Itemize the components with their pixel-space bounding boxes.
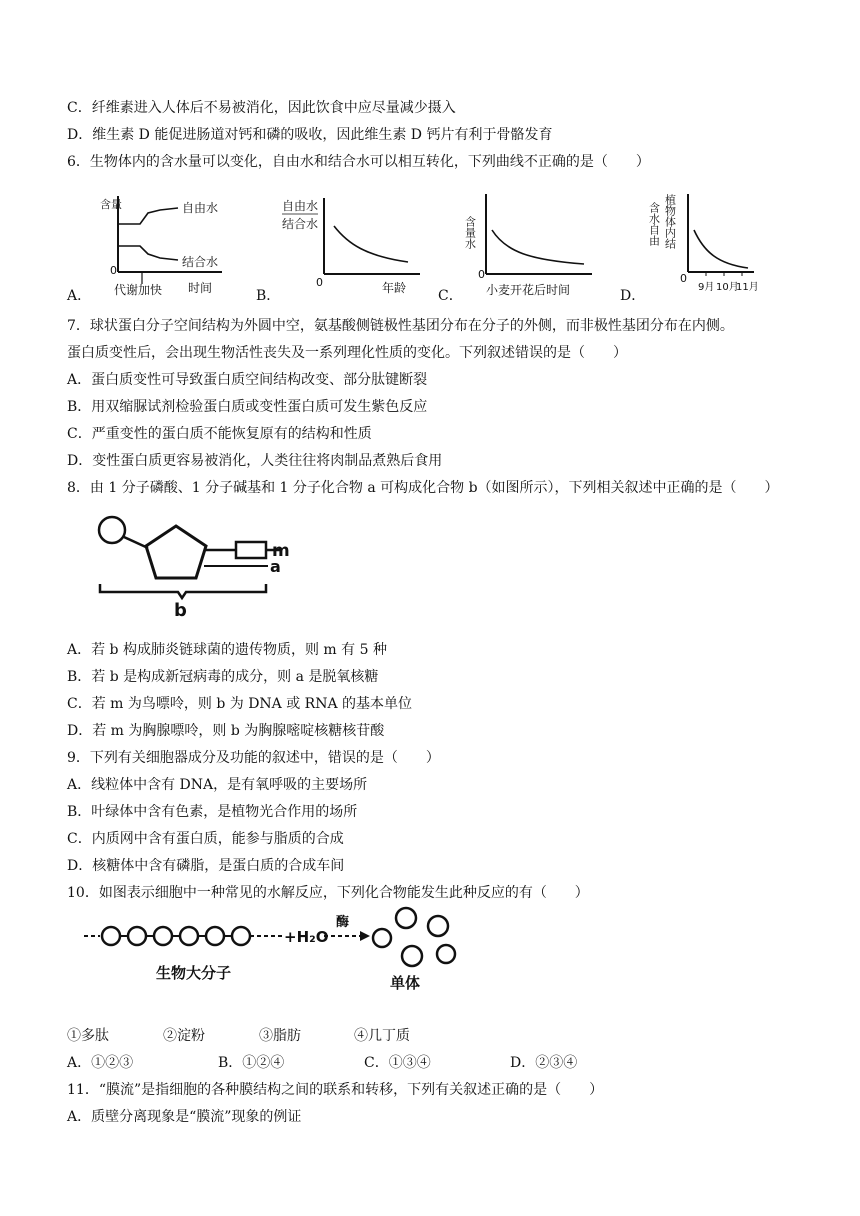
q6-graph-c <box>463 190 596 298</box>
graph-a-xmark: 代谢加快 <box>114 283 163 297</box>
graph-b-ylabel-bottom: 结合水 <box>282 217 319 231</box>
q10-stem: 10．如图表示细胞中一种常见的水解反应，下列化合物能发生此种反应的有（ ） <box>67 885 589 901</box>
graph-a-xlabel: 时间 <box>188 281 213 295</box>
graph-d-tick-11: 11月 <box>736 282 759 293</box>
graph-d-ylabel-2: 植物体内结 <box>663 194 677 249</box>
q5-option-d: D．维生素 D 能促进肠道对钙和磷的吸收，因此维生素 D 钙片有利于骨骼发育 <box>67 127 553 143</box>
nucleotide-diagram <box>96 512 296 624</box>
graph-b-ylabel-top: 自由水 <box>282 199 319 213</box>
enzyme-label: 酶 <box>336 915 350 930</box>
q8-option-a: A．若 b 构成肺炎链球菌的遗传物质，则 m 有 5 种 <box>67 642 387 658</box>
graph-a-ylabel: 含量 <box>100 198 122 211</box>
graph-b-origin: 0 <box>316 276 323 289</box>
q6-graph-b <box>282 192 422 298</box>
q7-stem-2: 蛋白质变性后，会出现生物活性丧失及一系列理化性质的变化。下列叙述错误的是（ ） <box>67 345 627 361</box>
q6-label-b: B． <box>256 288 281 304</box>
q10-item-2: ②淀粉 <box>163 1028 205 1044</box>
monomer-label: 单体 <box>390 974 421 992</box>
q10-choice-c: C．①③④ <box>364 1055 431 1071</box>
label-b: b <box>174 600 187 621</box>
graph-c-origin: 0 <box>478 268 485 281</box>
graph-d-ylabel-1: 含水自由 <box>647 202 661 246</box>
graph-a-bottom-label: 结合水 <box>182 255 219 269</box>
graph-b-xlabel: 年龄 <box>382 281 407 295</box>
macromolecule-label: 生物大分子 <box>156 964 232 982</box>
q11-stem: 11．“膜流”是指细胞的各种膜结构之间的联系和转移，下列有关叙述正确的是（ ） <box>67 1082 604 1098</box>
graph-c-ylabel: 含量水 <box>463 216 477 249</box>
q7-option-d: D．变性蛋白质更容易被消化，人类往往将肉制品煮熟后食用 <box>67 453 443 469</box>
q10-choice-a: A．①②③ <box>67 1055 134 1071</box>
q9-option-d: D．核糖体中含有磷脂，是蛋白质的合成车间 <box>67 858 345 874</box>
q10-choice-b: B．①②④ <box>218 1055 285 1071</box>
q7-option-b: B．用双缩脲试剂检验蛋白质或变性蛋白质可发生紫色反应 <box>67 399 428 415</box>
graph-a-top-label: 自由水 <box>182 201 219 215</box>
q6-stem: 6．生物体内的含水量可以变化，自由水和结合水可以相互转化，下列曲线不正确的是（ ） <box>67 154 650 170</box>
q8-option-d: D．若 m 为胸腺嘌呤，则 b 为胸腺嘧啶核糖核苷酸 <box>67 723 385 739</box>
q8-option-b: B．若 b 是构成新冠病毒的成分，则 a 是脱氧核糖 <box>67 669 379 685</box>
q6-graph-a <box>98 188 228 298</box>
water-label: +H₂O <box>284 928 329 946</box>
q8-stem: 8．由 1 分子磷酸、1 分子碱基和 1 分子化合物 a 可构成化合物 b（如图所示），下列相关叙述中正确的是（ ） <box>67 480 779 496</box>
q7-stem-1: 7．球状蛋白分子空间结构为外圆中空，氨基酸侧链极性基团分布在分子的外侧，而非极性基团分布在内侧。 <box>67 318 734 334</box>
q10-item-1: ①多肽 <box>67 1028 109 1044</box>
q9-stem: 9．下列有关细胞器成分及功能的叙述中，错误的是（ ） <box>67 750 440 766</box>
hydrolysis-diagram <box>84 906 464 996</box>
q6-graph-d <box>648 190 758 298</box>
q8-option-c: C．若 m 为鸟嘌呤，则 b 为 DNA 或 RNA 的基本单位 <box>67 696 413 712</box>
q9-option-c: C．内质网中含有蛋白质，能参与脂质的合成 <box>67 831 344 847</box>
q10-item-3: ③脂肪 <box>259 1028 301 1044</box>
q9-option-b: B．叶绿体中含有色素，是植物光合作用的场所 <box>67 804 358 820</box>
graph-a-origin: 0 <box>110 264 117 277</box>
q10-item-4: ④几丁质 <box>354 1028 410 1044</box>
graph-d-tick-10: 10月 <box>716 282 739 293</box>
q5-option-c: C．纤维素进入人体后不易被消化，因此饮食中应尽量减少摄入 <box>67 100 456 116</box>
graph-c-xlabel: 小麦开花后时间 <box>486 283 571 297</box>
q6-label-c: C． <box>438 288 463 304</box>
q6-label-a: A． <box>67 288 92 304</box>
q7-option-c: C．严重变性的蛋白质不能恢复原有的结构和性质 <box>67 426 372 442</box>
q10-choice-d: D．②③④ <box>510 1055 578 1071</box>
label-m: m <box>272 541 290 561</box>
q9-option-a: A．线粒体中含有 DNA，是有氧呼吸的主要场所 <box>67 777 368 793</box>
q6-label-d: D． <box>620 288 646 304</box>
graph-d-tick-9: 9月 <box>698 282 715 293</box>
q7-option-a: A．蛋白质变性可导致蛋白质空间结构改变、部分肽键断裂 <box>67 372 428 388</box>
q11-option-a: A．质壁分离现象是“膜流”现象的例证 <box>67 1109 302 1125</box>
label-a: a <box>270 557 281 576</box>
graph-d-origin: 0 <box>680 272 687 285</box>
